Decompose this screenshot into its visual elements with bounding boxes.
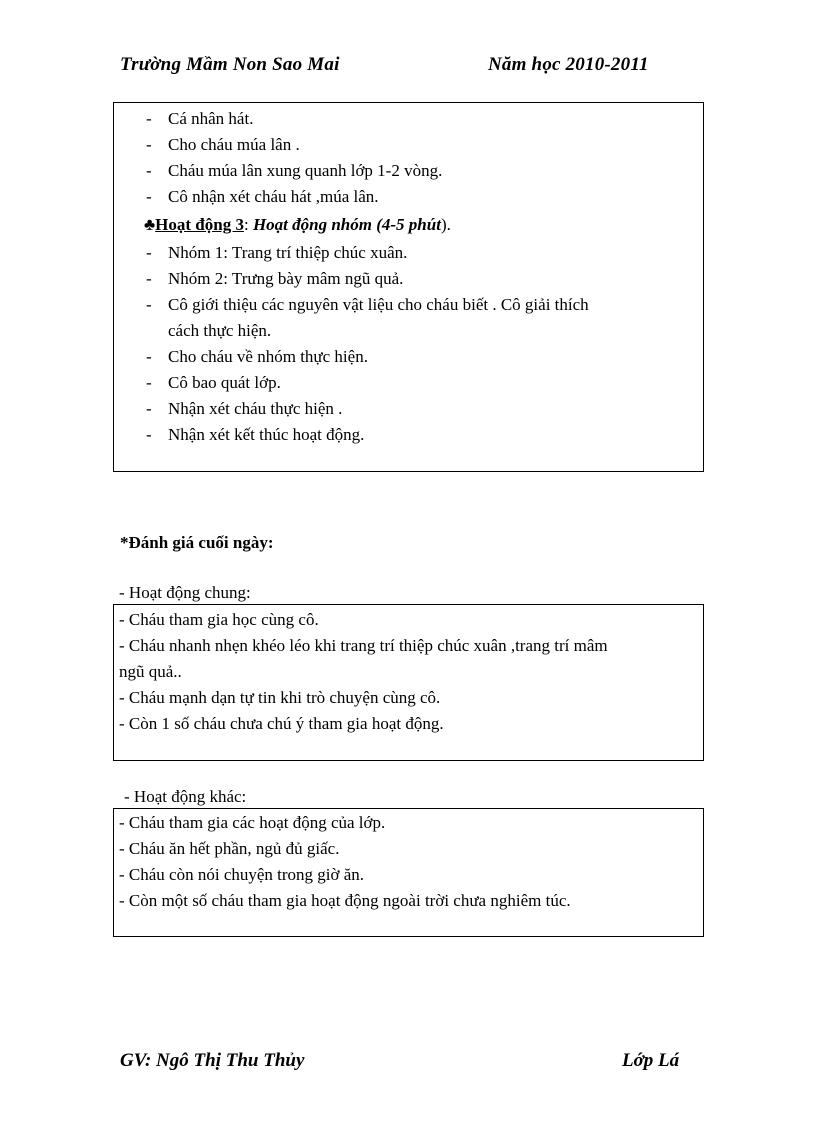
class-name: Lớp Lá [622,1050,680,1071]
school-name: Trường Mầm Non Sao Mai [120,54,340,75]
other-line: - Cháu ăn hết phần, ngủ đủ giấc. [119,839,340,858]
general-line: - Cháu nhanh nhẹn khéo léo khi trang trí thiệp chúc xuân ,trang trí mâm [119,636,608,655]
evaluation-title: *Đánh giá cuối ngày: [120,533,274,552]
general-line: - Cháu mạnh dạn tự tin khi trò chuyện cùng cô. [119,688,441,707]
bullet-dash: - [146,295,152,314]
section-title: Hoạt động 3 [155,215,244,234]
other-line: - Cháu tham gia các hoạt động của lớp. [119,813,386,832]
other-line: - Còn một số cháu tham gia hoạt động ngoài trời chưa nghiêm túc. [119,891,571,910]
list-item: Cháu múa lân xung quanh lớp 1-2 vòng. [168,161,443,180]
bullet-dash: - [146,161,152,180]
bullet-dash: - [146,399,152,418]
list-item: Cho cháu múa lân . [168,135,300,154]
section-heading [144,214,451,236]
section-subtitle: Hoạt động nhóm (4-5 phút [252,215,441,234]
list-item: Nhận xét cháu thực hiện . [168,399,343,418]
section-sep: : [243,215,253,234]
list-item: Nhóm 2: Trưng bày mâm ngũ quả. [168,269,404,288]
bullet-dash: - [146,135,152,154]
other-activity-label: - Hoạt động khác: [124,787,247,806]
general-line: - Còn 1 số cháu chưa chú ý tham gia hoạt động. [119,714,444,733]
bullet-dash: - [146,243,152,262]
general-activity-label: - Hoạt động chung: [119,583,251,602]
bullet-dash: - [146,425,152,444]
bullet-dash: - [146,269,152,288]
list-item: Nhóm 1: Trang trí thiệp chúc xuân. [168,243,408,262]
list-item: Cô giới thiệu các nguyên vật liệu cho cháu biết . Cô giải thích [168,295,589,314]
list-item: Cá nhân hát. [168,109,254,128]
bullet-dash: - [146,187,152,206]
list-item: Nhận xét kết thúc hoạt động. [168,425,365,444]
list-item-continuation: cách thực hiện. [168,321,272,340]
other-line: - Cháu còn nói chuyện trong giờ ăn. [119,865,365,884]
school-year: Năm học 2010-2011 [488,54,649,75]
club-icon: ♣ [144,215,156,234]
bullet-dash: - [146,373,152,392]
list-item: Cho cháu về nhóm thực hiện. [168,347,368,366]
list-item: Cô bao quát lớp. [168,373,281,392]
bullet-dash: - [146,347,152,366]
section-tail: ). [440,215,451,234]
list-item: Cô nhận xét cháu hát ,múa lân. [168,187,379,206]
bullet-dash: - [146,109,152,128]
general-line: - Cháu tham gia học cùng cô. [119,610,319,629]
general-line: ngũ quả.. [119,662,182,681]
teacher-name: GV: Ngô Thị Thu Thủy [120,1050,305,1071]
